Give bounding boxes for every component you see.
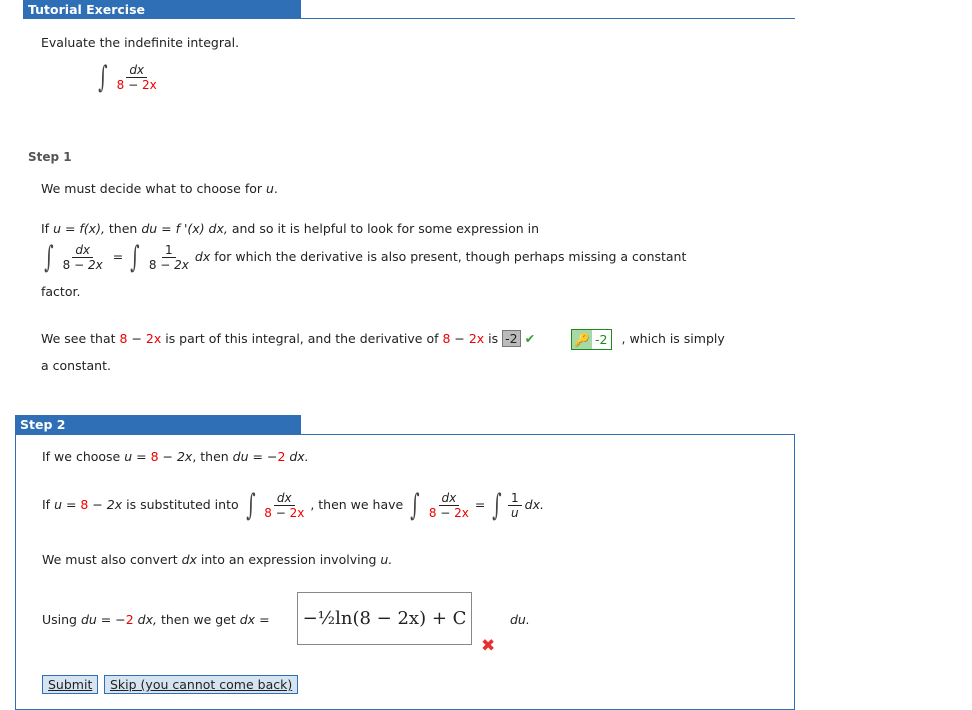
given-answer: -2 <box>502 330 520 347</box>
text: u <box>265 181 274 196</box>
text: then <box>104 221 142 236</box>
skip-button[interactable]: Skip (you cannot come back) <box>104 675 298 694</box>
text: 8 <box>80 497 89 512</box>
integral-sign: ∫ <box>98 60 108 95</box>
text: , then <box>192 449 233 464</box>
numerator: 1 <box>162 243 176 258</box>
step2-box <box>15 434 795 710</box>
submit-button[interactable]: Submit <box>42 675 98 694</box>
den-a: 8 <box>428 506 437 520</box>
text: = − <box>96 612 126 627</box>
text: 2x <box>145 331 162 346</box>
text: dx, <box>133 612 157 627</box>
text: dx <box>239 612 256 627</box>
fraction <box>261 491 307 520</box>
problem-integral <box>95 60 163 95</box>
den-op: − <box>156 258 175 272</box>
numerator: dx <box>274 491 295 506</box>
text: 8 <box>150 449 159 464</box>
text: , which is simply <box>621 331 725 346</box>
text: − <box>158 449 177 464</box>
text: dx <box>194 249 211 264</box>
den-b: 2x <box>454 506 469 520</box>
du-suffix: du. <box>510 612 530 627</box>
text: 2 <box>125 612 134 627</box>
problem-prompt: Evaluate the indefinite integral. <box>41 35 240 50</box>
step1-equation <box>41 240 686 275</box>
denominator <box>146 258 192 272</box>
text: If <box>42 497 55 512</box>
text: − <box>88 497 107 512</box>
text: − <box>127 331 146 346</box>
text: for which the derivative is also present, though perhaps missing a constant <box>210 249 687 264</box>
integral-sign: ∫ <box>492 488 502 523</box>
integral-sign: ∫ <box>410 488 420 523</box>
fraction <box>114 63 160 92</box>
text: du <box>80 612 97 627</box>
text: 8 <box>119 331 128 346</box>
text: dx. <box>285 449 309 464</box>
step2-line3 <box>42 552 392 567</box>
fraction <box>426 491 472 520</box>
text: u = f(x), <box>53 221 105 236</box>
answer-input[interactable] <box>297 592 472 645</box>
text: is part of this integral, and the derivative of <box>161 331 443 346</box>
text: . <box>273 181 278 196</box>
text: We must also convert <box>42 552 182 567</box>
den-b: 2x <box>174 258 189 272</box>
numerator: dx <box>439 491 460 506</box>
text: du = f '(x) dx, <box>141 221 228 236</box>
text: 2x <box>468 331 485 346</box>
step1-label: Step 1 <box>28 150 72 164</box>
den-b: 2x <box>141 78 157 92</box>
den-a: 8 <box>62 258 71 272</box>
text: 8 <box>442 331 451 346</box>
text: 2x <box>176 449 193 464</box>
check-icon: ✔ <box>524 331 536 346</box>
text: If <box>41 221 54 236</box>
step1-line2 <box>41 221 539 236</box>
text: and so it is helpful to look for some expression in <box>227 221 540 236</box>
text: 2 <box>277 449 286 464</box>
fraction <box>146 243 192 272</box>
denominator <box>60 258 106 272</box>
integral-sign: ∫ <box>44 240 54 275</box>
text: into an expression involving <box>196 552 381 567</box>
step2-line2 <box>42 488 544 523</box>
fraction <box>508 491 522 520</box>
answer-value: −½ln(8 − 2x) + C <box>302 608 467 629</box>
text: If we choose <box>42 449 125 464</box>
text: = − <box>248 449 278 464</box>
text: = <box>62 497 81 512</box>
text: is substituted into <box>122 497 243 512</box>
step1-line4: factor. <box>41 284 81 299</box>
text: We see that <box>41 331 120 346</box>
den-op: − <box>271 506 290 520</box>
text: then we get <box>156 612 240 627</box>
den-op: − <box>70 258 88 272</box>
den-a: 8 <box>264 506 272 520</box>
text: Using <box>42 612 81 627</box>
den-b: 2x <box>289 506 305 520</box>
step2-label: Step 2 <box>15 415 301 435</box>
text: = <box>255 612 270 627</box>
header-title: Tutorial Exercise <box>23 0 301 19</box>
incorrect-x-icon: ✖ <box>481 636 496 656</box>
key-icon: 🔑 <box>572 330 592 349</box>
equals: = <box>474 497 486 512</box>
text: u. <box>380 552 393 567</box>
denominator: u <box>511 506 519 520</box>
key-answer: -2 <box>595 332 608 347</box>
denominator <box>426 506 472 520</box>
step1-line5 <box>41 328 725 350</box>
text: dx. <box>524 497 544 512</box>
denominator <box>261 506 307 520</box>
integral-sign: ∫ <box>245 488 256 523</box>
equals: = <box>112 249 124 264</box>
step2-line1 <box>42 449 309 464</box>
den-a: 8 <box>148 258 157 272</box>
numerator: 1 <box>508 491 522 506</box>
den-a: 8 <box>116 78 125 92</box>
denominator <box>114 78 160 92</box>
text: u <box>124 449 133 464</box>
text: − <box>450 331 469 346</box>
text: We must decide what to choose for <box>41 181 266 196</box>
den-b: 2x <box>87 258 103 272</box>
answer-key[interactable] <box>571 329 611 350</box>
den-op: − <box>436 506 455 520</box>
numerator: dx <box>126 63 147 78</box>
header-rule <box>300 18 795 19</box>
step1-line6: a constant. <box>41 358 111 373</box>
den-op: − <box>124 78 142 92</box>
text: is <box>484 331 503 346</box>
text: , then we have <box>310 497 408 512</box>
step2-line4 <box>42 612 270 627</box>
text: du <box>232 449 249 464</box>
text: = <box>132 449 151 464</box>
text: dx <box>181 552 197 567</box>
integral-sign: ∫ <box>130 240 140 275</box>
text: 2x <box>106 497 123 512</box>
step1-line1 <box>41 181 278 196</box>
fraction <box>60 243 106 272</box>
numerator: dx <box>72 243 93 258</box>
text: u <box>54 497 62 512</box>
